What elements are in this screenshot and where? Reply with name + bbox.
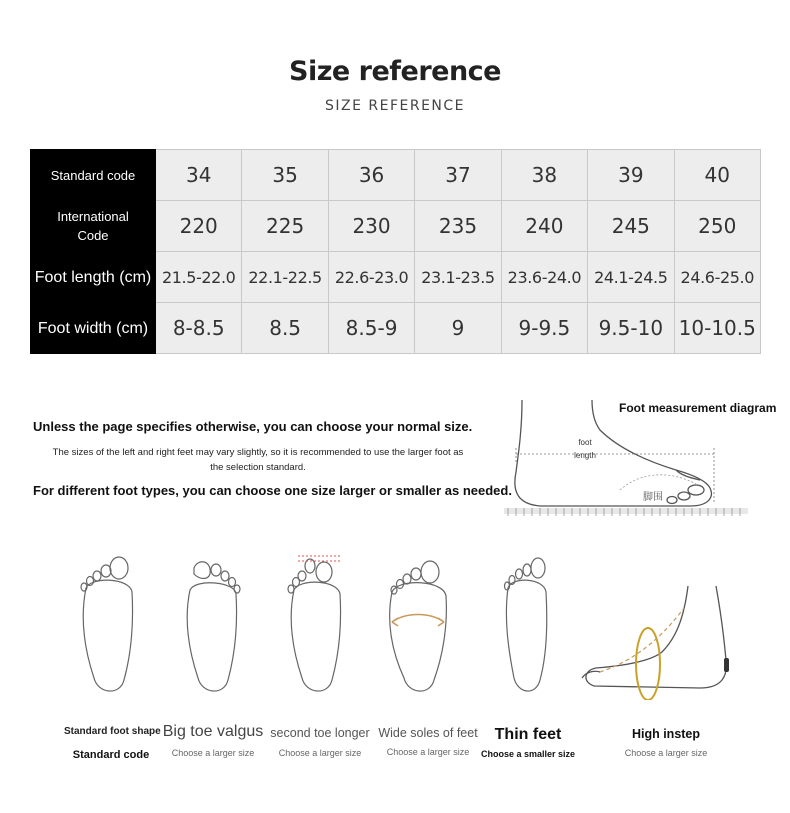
foot-type-advice: Choose a larger size bbox=[171, 748, 255, 758]
table-cell: 38 bbox=[501, 150, 587, 201]
table-row bbox=[31, 150, 761, 201]
foot-type-name: Big toe valgus bbox=[162, 723, 264, 740]
table-row bbox=[31, 201, 761, 252]
row-header: Standard code bbox=[31, 150, 156, 201]
table-row bbox=[31, 303, 761, 354]
row-header: Foot length (cm) bbox=[31, 252, 156, 303]
wide-soles-icon bbox=[386, 548, 452, 700]
standard-foot-icon bbox=[76, 548, 142, 700]
table-cell: 36 bbox=[328, 150, 414, 201]
second-toe-longer-icon bbox=[284, 548, 350, 700]
table-cell: 24.6-25.0 bbox=[674, 252, 760, 303]
diagram-title: Foot measurement diagram bbox=[619, 401, 777, 415]
big-toe-valgus-icon bbox=[180, 548, 246, 700]
foot-type-advice: Choose a larger size bbox=[624, 748, 708, 758]
table-cell: 240 bbox=[501, 201, 587, 252]
page-title: Size reference bbox=[289, 56, 501, 87]
foot-measurement-diagram bbox=[500, 392, 777, 524]
table-cell: 245 bbox=[588, 201, 674, 252]
table-cell: 10-10.5 bbox=[674, 303, 760, 354]
table-cell: 21.5-22.0 bbox=[156, 252, 242, 303]
foot-type-advice: Choose a larger size bbox=[278, 748, 362, 758]
row-header bbox=[31, 201, 156, 252]
table-cell: 37 bbox=[415, 150, 501, 201]
table-cell: 8.5-9 bbox=[328, 303, 414, 354]
row-header-label: International Code bbox=[57, 209, 129, 243]
table-cell: 230 bbox=[328, 201, 414, 252]
table-cell: 9 bbox=[415, 303, 501, 354]
note-foot-types: For different foot types, you can choose one size larger or smaller as needed. bbox=[33, 483, 512, 498]
table-cell: 35 bbox=[242, 150, 328, 201]
size-table bbox=[30, 149, 761, 354]
note-normal-size: Unless the page specifies otherwise, you can choose your normal size. bbox=[33, 419, 473, 434]
high-instep-icon bbox=[580, 548, 730, 700]
table-cell: 40 bbox=[674, 150, 760, 201]
foot-type-name: High instep bbox=[631, 727, 701, 741]
table-cell: 23.1-23.5 bbox=[415, 252, 501, 303]
foot-type-name: Wide soles of feet bbox=[378, 726, 478, 740]
foot-type-name: Thin feet bbox=[494, 726, 562, 743]
foot-type-advice: Choose a larger size bbox=[386, 747, 470, 757]
table-cell: 220 bbox=[156, 201, 242, 252]
table-cell: 22.1-22.5 bbox=[242, 252, 328, 303]
thin-feet-icon bbox=[498, 548, 554, 700]
table-cell: 250 bbox=[674, 201, 760, 252]
table-cell: 9.5-10 bbox=[588, 303, 674, 354]
page-subtitle: SIZE REFERENCE bbox=[324, 98, 466, 114]
table-cell: 24.1-24.5 bbox=[588, 252, 674, 303]
note-left-right: The sizes of the left and right feet may vary slightly, so it is recommended to use the larger foot as the selection standard. bbox=[52, 447, 464, 473]
table-cell: 22.6-23.0 bbox=[328, 252, 414, 303]
table-cell: 39 bbox=[588, 150, 674, 201]
foot-type-name: Standard foot shape bbox=[64, 726, 161, 737]
table-row bbox=[31, 252, 761, 303]
table-cell: 225 bbox=[242, 201, 328, 252]
foot-type-advice: Choose a smaller size bbox=[480, 749, 576, 759]
foot-type-advice: Standard code bbox=[72, 749, 150, 761]
row-header: Foot width (cm) bbox=[31, 303, 156, 354]
table-cell: 235 bbox=[415, 201, 501, 252]
table-cell: 8-8.5 bbox=[156, 303, 242, 354]
foot-length-label: foot length bbox=[574, 438, 596, 460]
foot-girth-label: 脚围 bbox=[643, 492, 663, 503]
table-cell: 23.6-24.0 bbox=[501, 252, 587, 303]
table-cell: 8.5 bbox=[242, 303, 328, 354]
foot-type-name: second toe longer bbox=[270, 726, 370, 740]
table-cell: 9-9.5 bbox=[501, 303, 587, 354]
table-cell: 34 bbox=[156, 150, 242, 201]
